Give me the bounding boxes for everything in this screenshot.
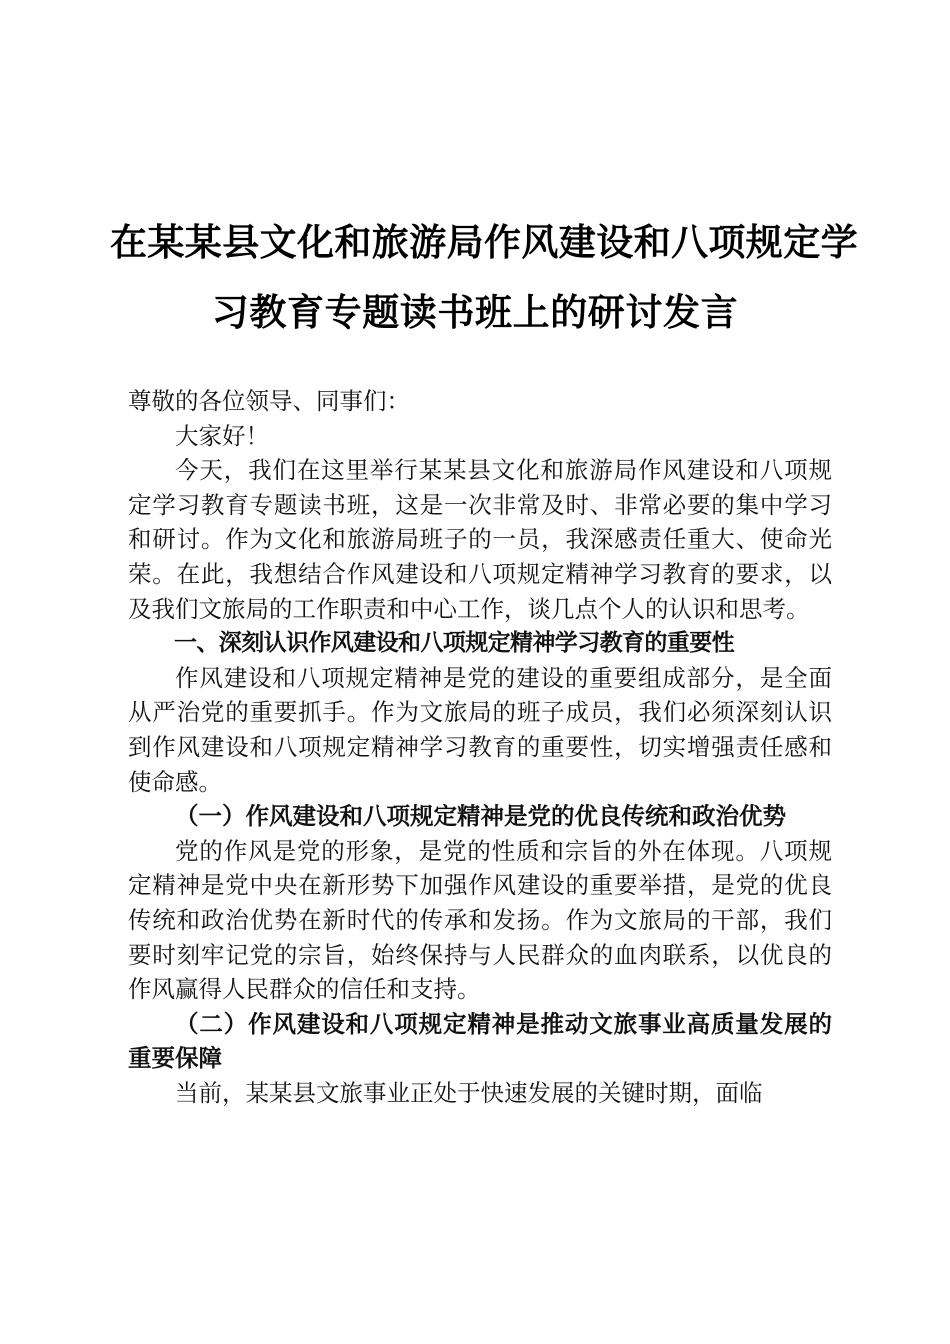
intro-paragraph: 今天，我们在这里举行某某县文化和旅游局作风建设和八项规定学习教育专题读书班，这是一次非常及时、非常必要的集中学习和研讨。作为文化和旅游局班子的一员，我深感责任重大、使命光荣。在此，我想结合作风建设和八项规定精神学习教育的要求，以及我们文旅局的工作职责和中心工作，谈几点个人的认识和思考。 [128, 456, 832, 623]
document-body [128, 384, 832, 1110]
subsection-2-heading: （二）作风建设和八项规定精神是推动文旅事业高质量发展的重要保障 [128, 1009, 832, 1073]
section-1-heading: 一、深刻认识作风建设和八项规定精神学习教育的重要性 [174, 630, 735, 657]
subsection-1-heading: （一）作风建设和八项规定精神是党的优良传统和政治优势 [175, 802, 786, 831]
subsection-2-paragraph: 当前，某某县文旅事业正处于快速发展的关键时期，面临 [175, 1078, 763, 1107]
document-title-line-1: 在某某县文化和旅游局作风建设和八项规定学 [110, 220, 858, 264]
section-1-paragraph: 作风建设和八项规定精神是党的建设的重要组成部分，是全面从严治党的重要抓手。作为文旅局的班子成员，我们必须深刻认识到作风建设和八项规定精神学习教育的重要性，切实增强责任感和使命感。 [128, 663, 832, 796]
salutation: 尊敬的各位领导、同事们： [128, 387, 410, 415]
subsection-1-paragraph: 党的作风是党的形象，是党的性质和宗旨的外在体现。八项规定精神是党中央在新形势下加强作风建设的重要举措，是党的优良传统和政治优势在新时代的传承和发扬。作为文旅局的干部，我们要时刻牢记党的宗旨，始终保持与人民群众的血肉联系，以优良的作风赢得人民群众的信任和支持。 [128, 836, 832, 1004]
greeting: 大家好！ [175, 421, 269, 450]
document-title-line-2: 习教育专题读书班上的研讨发言 [211, 290, 739, 334]
